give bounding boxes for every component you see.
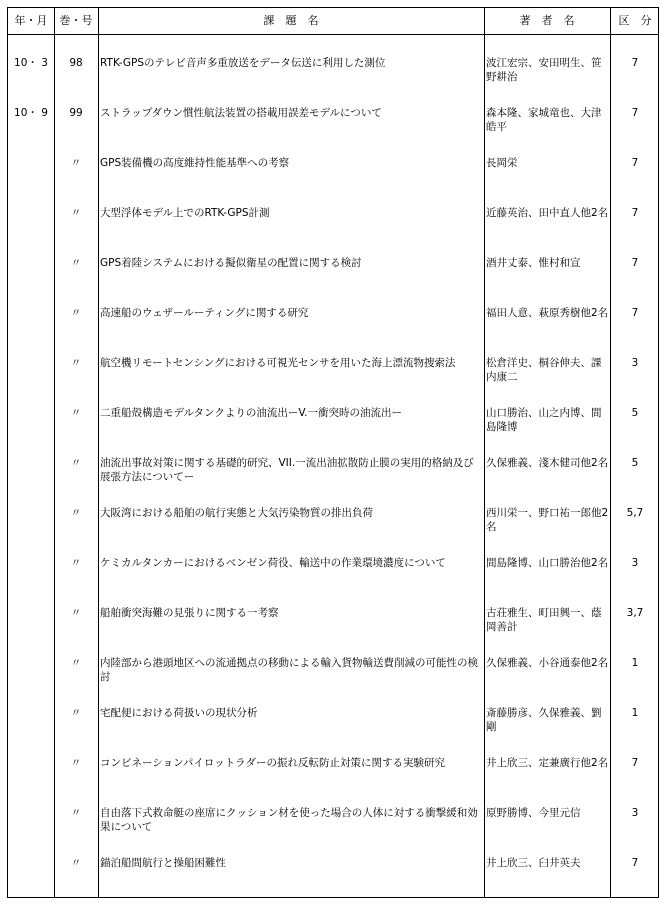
row-date: 10・ 9 <box>14 107 48 119</box>
row-title: 油流出事故対策に関する基礎的研究、VII.一流出油拡散防止膜の実用的格納及び展張方法についてー <box>100 457 474 483</box>
row-volume: 〃 <box>70 757 82 769</box>
table-row <box>8 456 658 506</box>
row-authors: 酒井丈泰、惟村和宣 <box>486 257 581 269</box>
header-divider <box>8 34 658 35</box>
row-title: 内陸部から港頭地区への流通拠点の移動による輸入貨物輸送費削減の可能性の検討 <box>100 657 478 683</box>
row-authors: 松倉洋史、桐谷伸夫、課内康二 <box>486 357 602 383</box>
row-authors: 久保雅義、淺木健司他2名 <box>486 457 609 469</box>
table-row <box>8 506 658 556</box>
table-row <box>8 856 658 906</box>
row-authors: 近藤英治、田中直人他2名 <box>486 207 609 219</box>
row-title: 航空機リモートセンシングにおける可視光センサを用いた海上漂流物捜索法 <box>100 357 456 369</box>
table-row <box>8 356 658 406</box>
row-authors: 間島隆博、山口勝治他2名 <box>486 557 609 569</box>
table-row <box>8 756 658 806</box>
row-authors: 井上欣三、臼井英夫 <box>486 857 581 869</box>
header-title: 課 題 名 <box>263 14 319 27</box>
row-title: ケミカルタンカーにおけるベンゼン荷役、輸送中の作業環境濃度について <box>100 557 446 569</box>
table-row <box>8 206 658 256</box>
table-row <box>8 306 658 356</box>
table-row <box>8 106 658 156</box>
row-volume: 〃 <box>70 807 82 819</box>
row-volume: 〃 <box>70 157 82 169</box>
row-volume: 〃 <box>70 657 82 669</box>
row-category: 7 <box>631 207 639 219</box>
row-title: コンビネーションパイロットラダーの振れ反転防止対策に関する実験研究 <box>100 757 446 769</box>
row-date: 10・ 3 <box>14 57 48 69</box>
row-category: 5,7 <box>626 507 644 519</box>
row-authors: 西川栄一、野口祐一郎他2名 <box>486 507 609 533</box>
row-volume: 99 <box>69 107 83 119</box>
row-authors: 福田人意、萩原秀樹他2名 <box>486 307 609 319</box>
row-title: GPS装備機の高度維持性能基準への考察 <box>100 157 290 169</box>
row-category: 5 <box>631 457 639 469</box>
table-row <box>8 706 658 756</box>
row-category: 3,7 <box>626 607 644 619</box>
row-volume: 〃 <box>70 307 82 319</box>
header-date: 年・月 <box>14 14 48 27</box>
row-volume: 〃 <box>70 407 82 419</box>
row-title: GPS着陸システムにおける擬似衛星の配置に関する検討 <box>100 257 362 269</box>
table-row <box>8 406 658 456</box>
row-category: 1 <box>631 707 639 719</box>
row-volume: 〃 <box>70 207 82 219</box>
row-volume: 〃 <box>70 357 82 369</box>
table-row <box>8 606 658 656</box>
row-category: 7 <box>631 157 639 169</box>
row-authors: 原野勝博、今里元信 <box>486 807 581 819</box>
row-volume: 〃 <box>70 557 82 569</box>
table-row <box>8 156 658 206</box>
row-category: 3 <box>631 807 639 819</box>
row-category: 3 <box>631 357 639 369</box>
row-title: 船舶衝突海難の見張りに関する一考察 <box>100 607 279 619</box>
table-row <box>8 656 658 706</box>
row-title: RTK-GPSのテレビ音声多重放送をデータ伝送に利用した測位 <box>100 57 386 69</box>
row-authors: 井上欣三、定兼廣行他2名 <box>486 757 609 769</box>
row-category: 3 <box>631 557 639 569</box>
row-category: 7 <box>631 757 639 769</box>
header-category: 区 分 <box>618 14 652 27</box>
table-row <box>8 806 658 856</box>
row-volume: 〃 <box>70 857 82 869</box>
row-volume: 〃 <box>70 707 82 719</box>
row-category: 7 <box>631 107 639 119</box>
row-authors: 長岡栄 <box>486 157 518 169</box>
row-volume: 〃 <box>70 607 82 619</box>
row-category: 7 <box>631 57 639 69</box>
table-row <box>8 56 658 106</box>
row-category: 7 <box>631 857 639 869</box>
row-category: 5 <box>631 407 639 419</box>
row-title: 大阪湾における船舶の航行実態と大気汚染物質の排出負荷 <box>100 507 373 519</box>
row-authors: 波江宏宗、安田明生、笹野耕治 <box>486 57 602 83</box>
row-title: 自由落下式救命艇の座席にクッション材を使った場合の人体に対する衝撃緩和効果について <box>100 807 478 833</box>
row-volume: 〃 <box>70 257 82 269</box>
row-title: 宅配便における荷扱いの現状分析 <box>100 707 258 719</box>
header-authors: 著 者 名 <box>519 14 575 27</box>
row-authors: 古荘雅生、町田興一、蔭岡善計 <box>486 607 602 633</box>
table-row <box>8 256 658 306</box>
row-title: ストラップダウン慣性航法装置の搭載用誤差モデルについて <box>100 107 382 119</box>
row-title: 大型浮体モデル上でのRTK-GPS計測 <box>100 207 270 219</box>
row-category: 7 <box>631 307 639 319</box>
table-row <box>8 556 658 606</box>
row-volume: 〃 <box>70 507 82 519</box>
row-category: 7 <box>631 257 639 269</box>
row-authors: 森本隆、家城竜也、大津皓平 <box>486 107 602 133</box>
row-authors: 斎藤勝彦、久保雅義、劉剛 <box>486 707 602 733</box>
row-category: 1 <box>631 657 639 669</box>
row-title: 二重船殻構造モデルタンクよりの油流出ーV.一衝突時の油流出ー <box>100 407 403 419</box>
article-table <box>7 7 659 898</box>
row-title: 錨泊船間航行と操船困難性 <box>100 857 226 869</box>
row-authors: 久保雅義、小谷通泰他2名 <box>486 657 609 669</box>
row-volume: 98 <box>69 57 83 69</box>
row-title: 高速船のウェザールーティングに関する研究 <box>100 307 309 319</box>
header-volume: 巻・号 <box>59 14 93 27</box>
row-volume: 〃 <box>70 457 82 469</box>
row-authors: 山口勝治、山之内博、間島隆博 <box>486 407 602 433</box>
